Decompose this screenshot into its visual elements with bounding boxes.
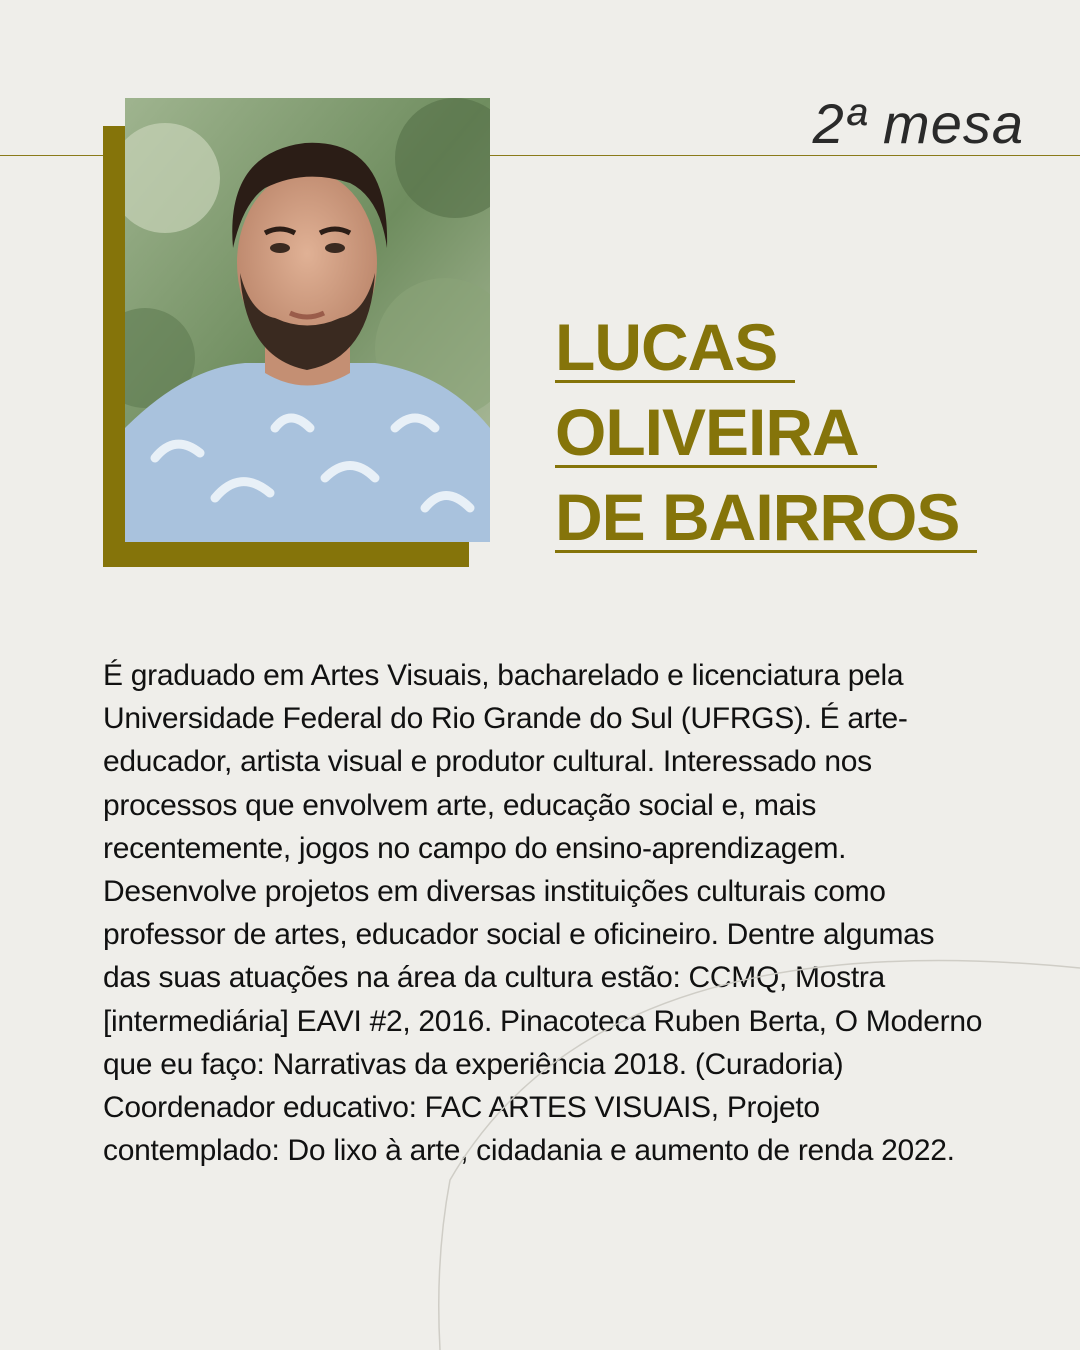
session-label: 2ª mesa [805, 96, 1032, 152]
speaker-name-line-1: LUCAS [555, 314, 795, 383]
speaker-name-line-3: DE BAIRROS [555, 484, 977, 553]
speaker-photo [125, 98, 490, 542]
speaker-name-line-2: OLIVEIRA [555, 399, 877, 468]
speaker-bio: É graduado em Artes Visuais, bacharelado e licenciatura pela Universidade Federal do Rio Grande do Sul (UFRGS). É arte-educador, artista visual e produtor cultural. Interessado nos processos que envolvem arte, educação social e, mais recentemente, jogos no campo do ensino-aprendizagem. Desenvolve projetos em diversas instituições culturais como professor de artes, educador social e oficineiro. Dentre algumas das suas atuações na área da cultura estão: CCMQ, Mostra [intermediária] EAVI #2, 2016. Pinacoteca Ruben Berta, O Moderno que eu faço: Narrativas da experiência 2018. (Curadoria) Coordenador educativo: FAC ARTES VISUAIS, Projeto contemplado: Do lixo à arte, cidadania e aumento de renda 2022. [103, 659, 983, 1168]
speaker-name [555, 310, 975, 569]
